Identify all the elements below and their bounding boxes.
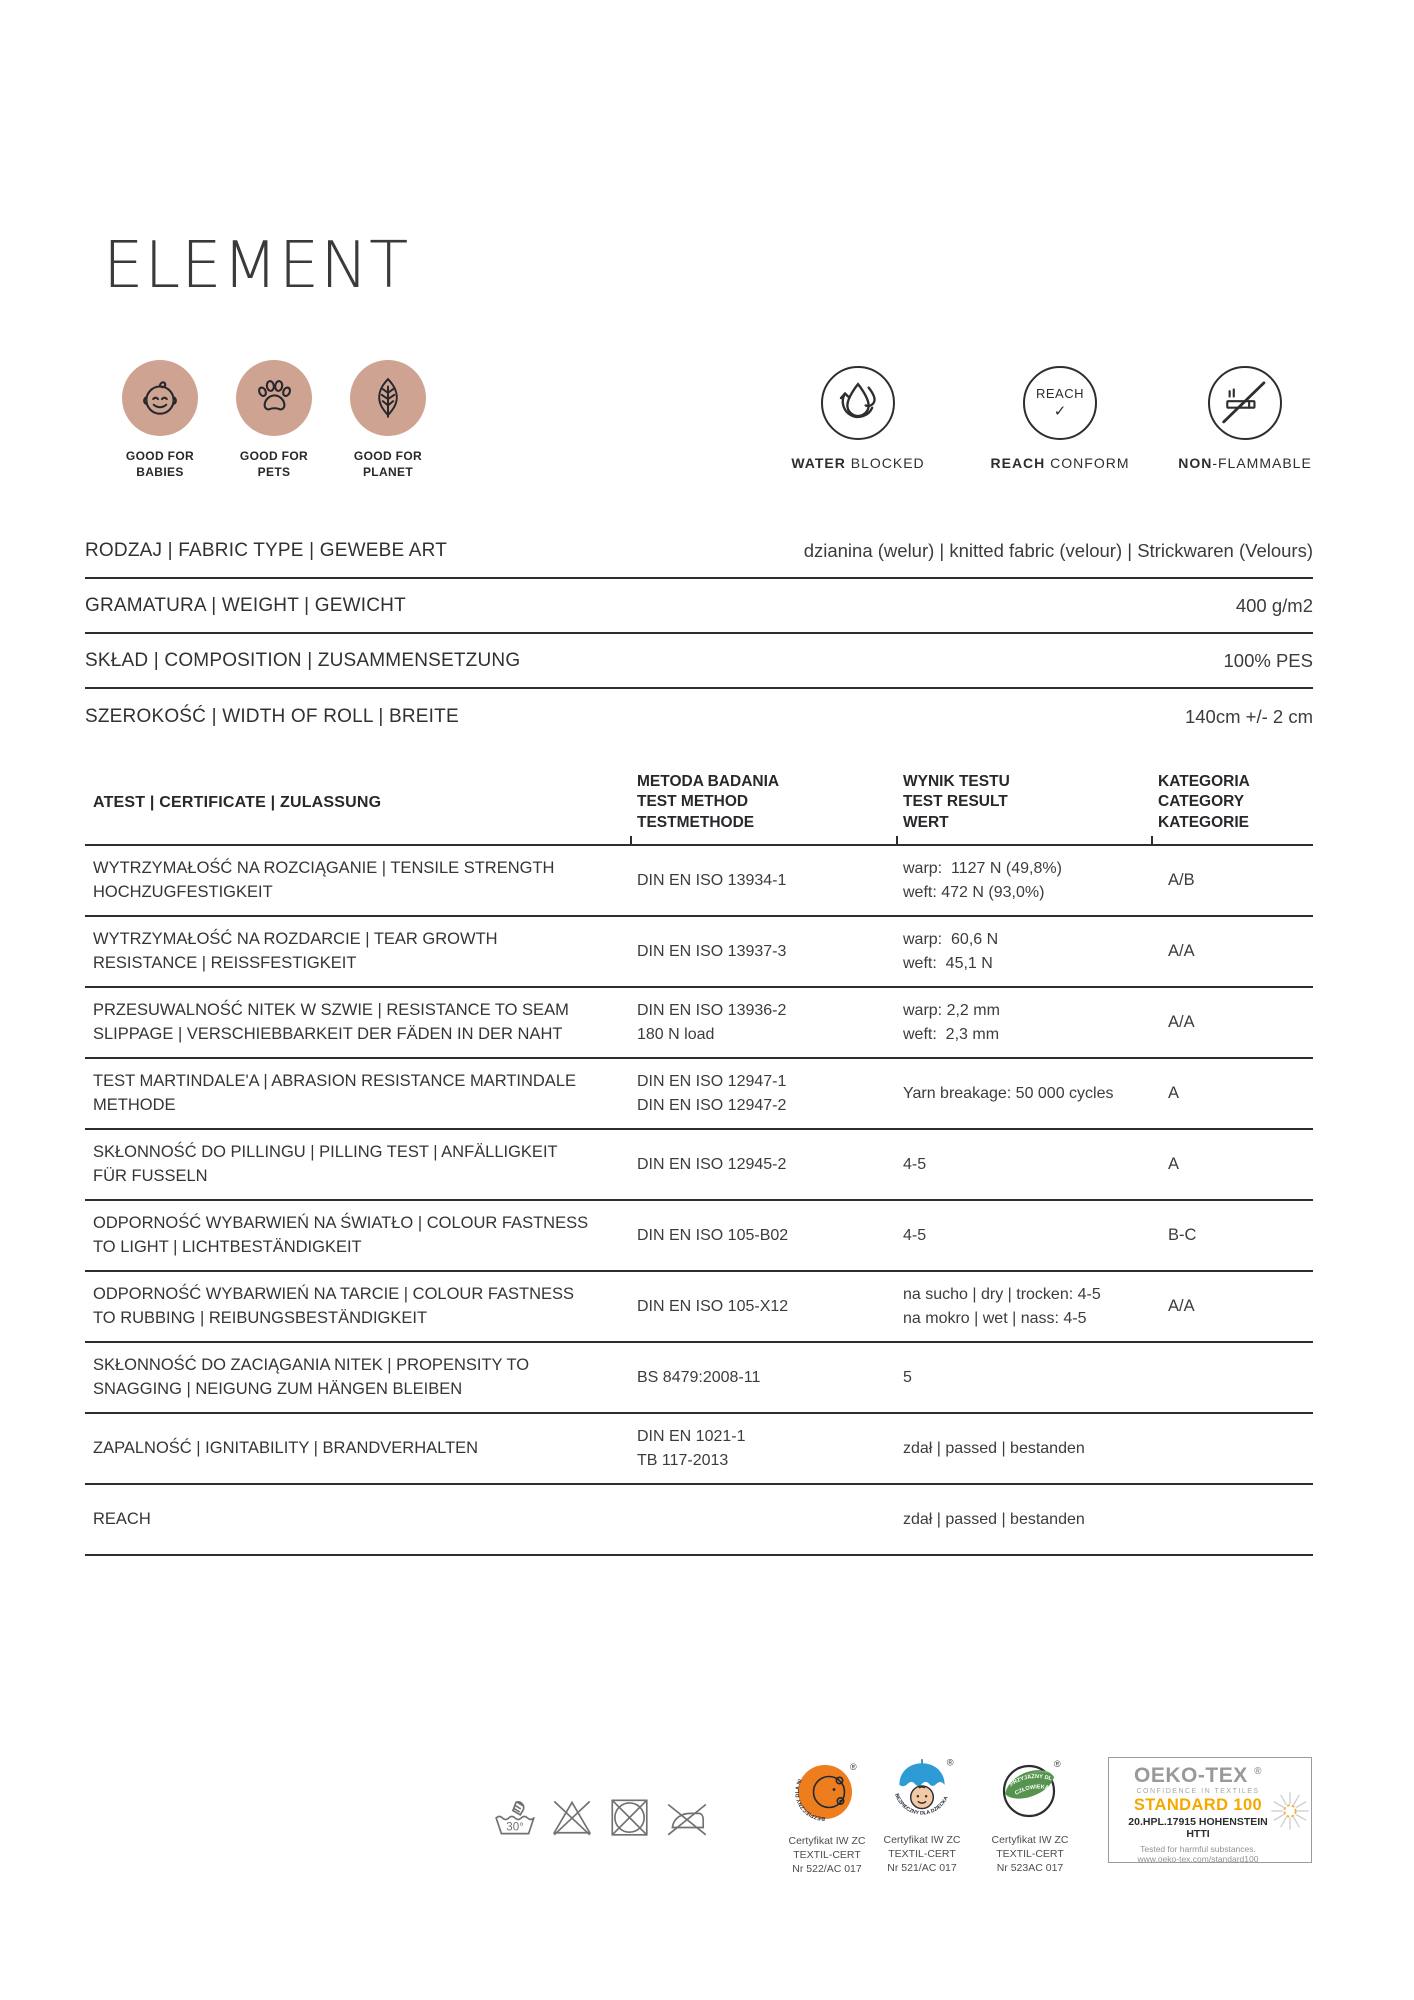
oeko-tex-url[interactable]: www.oeko-tex.com/standard100 [1137, 1854, 1259, 1864]
test-category: B-C [1168, 1226, 1197, 1244]
test-result: Yarn breakage: 50 000 cycles [903, 1084, 1114, 1102]
badge-label: GOOD FOR PLANET [353, 449, 423, 479]
page-title: ELEMENT [103, 229, 410, 303]
test-result: zdał | passed | bestanden [903, 1439, 1085, 1457]
property-value: dzianina (welur) | knitted fabric (velour) | Strickwaren (Velours) [803, 539, 1313, 561]
oeko-tex-tested-note: Tested for harmful substances. [1140, 1844, 1256, 1854]
test-name: ZAPALNOŚĆ | IGNITABILITY | BRANDVERHALTEN [93, 1438, 479, 1457]
test-result: na sucho | dry | trocken: 4-5 na mokro | wet | nass: 4-5 [903, 1285, 1101, 1327]
badge-label-rest: CONFORM [1045, 455, 1130, 471]
test-method: DIN EN 1021-1 TB 117-2013 [637, 1427, 746, 1469]
test-name: WYTRZYMAŁOŚĆ NA ROZCIĄGANIE | TENSILE STRENGTH HOCHZUGFESTIGKEIT [93, 858, 555, 901]
badge-label: GOOD FOR BABIES [125, 449, 195, 479]
badge-label-rest: -FLAMMABLE [1212, 455, 1312, 471]
reach-check-icon [1023, 366, 1097, 440]
cert-caption: Certyfikat IW ZC TEXTIL-CERT Nr 521/AC 017 [883, 1834, 961, 1874]
test-category: A [1168, 1155, 1180, 1173]
column-tick [896, 836, 898, 844]
registered-mark: ® [946, 1757, 954, 1768]
baby-icon [122, 360, 198, 436]
table-row-tear-growth [85, 917, 1313, 988]
test-method: DIN EN ISO 105-X12 [637, 1297, 789, 1315]
test-result: warp: 60,6 N weft: 45,1 N [903, 930, 999, 972]
reach-inner-text: REACH [1035, 386, 1084, 401]
property-value: 140cm +/- 2 cm [1184, 705, 1313, 727]
oeko-tex-label [1108, 1757, 1312, 1863]
property-label: SKŁAD | COMPOSITION | ZUSAMMENSETZUNG [85, 649, 521, 671]
badge-reach-conform [975, 366, 1145, 471]
test-result: 4-5 [903, 1155, 927, 1173]
table-row-seam-slippage [85, 988, 1313, 1059]
test-method: BS 8479:2008-11 [637, 1368, 761, 1386]
registered-mark: ® [1054, 1759, 1061, 1769]
table-row-light-fastness [85, 1201, 1313, 1272]
cert-arc-text: CZŁOWIEKA [1014, 1784, 1050, 1797]
badge-label [975, 455, 1145, 471]
header-category: KATEGORIA CATEGORY KATEGORIE [1158, 773, 1250, 831]
no-smoking-icon [1208, 366, 1282, 440]
water-drop-arrow-icon [832, 377, 884, 429]
property-value: 100% PES [1223, 649, 1313, 671]
test-method: DIN EN ISO 12947-1 DIN EN ISO 12947-2 [637, 1072, 787, 1114]
fabric-properties [85, 524, 1313, 744]
baby-face-icon [137, 375, 183, 421]
property-label: RODZAJ | FABRIC TYPE | GEWEBE ART [85, 539, 448, 561]
test-method: DIN EN ISO 12945-2 [637, 1155, 787, 1173]
cert-caption: Certyfikat IW ZC TEXTIL-CERT Nr 522/AC 017 [788, 1835, 866, 1875]
water-drop-icon [821, 366, 895, 440]
column-tick [630, 836, 632, 844]
badge-label [773, 455, 943, 471]
test-table [85, 846, 1313, 1556]
badge-label: GOOD FOR PETS [239, 449, 309, 479]
test-name: SKŁONNOŚĆ DO ZACIĄGANIA NITEK | PROPENSITY TO SNAGGING | NEIGUNG ZUM HÄNGEN BLEIBEN [93, 1355, 530, 1398]
test-category: A/B [1168, 871, 1195, 889]
registered-mark: ® [1254, 1766, 1262, 1777]
oeko-tex-standard: STANDARD 100 [1133, 1796, 1263, 1814]
header-certificate: ATEST | CERTIFICATE | ZULASSUNG [93, 794, 382, 811]
hand-wash-30-icon [492, 1794, 538, 1844]
badge-label-bold: WATER [791, 455, 846, 471]
test-method: DIN EN ISO 13936-2 180 N load [637, 1001, 787, 1043]
test-name: WYTRZYMAŁOŚĆ NA ROZDARCIE | TEAR GROWTH RESISTANCE | REISSFESTIGKEIT [93, 929, 498, 972]
table-row-pilling [85, 1130, 1313, 1201]
badge-good-for-planet [330, 360, 446, 480]
oeko-tex-cert-number: 20.HPL.17915 HOHENSTEIN HTTI [1128, 1816, 1268, 1840]
property-row-fabric-type [85, 524, 1313, 579]
test-result: 4-5 [903, 1226, 927, 1244]
test-result: warp: 1127 N (49,8%) weft: 472 N (93,0%) [903, 859, 1062, 901]
cert-arc-text: BEZPIECZNY DLA DZIECKA [893, 1792, 950, 1817]
bezpieczny-dla-niemowlat-logo [795, 1758, 859, 1824]
header-test-method: METODA BADANIA TEST METHOD TESTMETHODE [637, 773, 780, 831]
test-category: A [1168, 1084, 1180, 1102]
checkmark-icon: ✓ [1053, 403, 1067, 420]
cert-arc-text: BEZPIECZNY DLA NI [795, 1778, 826, 1822]
paw-icon [236, 360, 312, 436]
table-row-reach [85, 1485, 1313, 1556]
property-row-width [85, 689, 1313, 744]
table-row-rubbing-fastness [85, 1272, 1313, 1343]
przyjazny-dla-czlowieka-logo [998, 1755, 1062, 1823]
brand-text: OEKO-TEX [1134, 1764, 1248, 1787]
crossed-cigarette-icon [1219, 377, 1271, 429]
test-category: A/A [1168, 942, 1195, 960]
test-result: zdał | passed | bestanden [903, 1510, 1085, 1528]
wash-temp-label: 30° [506, 1821, 524, 1834]
oeko-tex-brand [1119, 1765, 1277, 1786]
test-category: A/A [1168, 1013, 1195, 1031]
badge-label-bold: REACH [990, 455, 1046, 471]
cert-caption: Certyfikat IW ZC TEXTIL-CERT Nr 523AC 017 [991, 1834, 1069, 1874]
table-row-abrasion [85, 1059, 1313, 1130]
badge-good-for-babies [102, 360, 218, 480]
test-result: 5 [903, 1368, 912, 1386]
table-row-ignitability [85, 1414, 1313, 1485]
test-method: DIN EN ISO 13937-3 [637, 942, 787, 960]
test-result: warp: 2,2 mm weft: 2,3 mm [903, 1001, 1000, 1043]
test-method: DIN EN ISO 13934-1 [637, 871, 787, 889]
badge-label [1160, 455, 1330, 471]
badge-label-bold: NON [1178, 455, 1213, 471]
registered-mark: ® [850, 1762, 857, 1772]
test-name: REACH [93, 1509, 151, 1528]
test-table-header [85, 762, 1313, 846]
badge-good-for-pets [216, 360, 332, 480]
test-name: ODPORNOŚĆ WYBARWIEŃ NA TARCIE | COLOUR FASTNESS TO RUBBING | REIBUNGSBESTÄNDIGKEIT [93, 1284, 575, 1327]
do-not-bleach-icon [549, 1791, 595, 1841]
leaf-icon [350, 360, 426, 436]
certificate-human-friendly [972, 1755, 1088, 1876]
bezpieczny-dla-dziecka-logo [889, 1753, 955, 1823]
table-row-snagging [85, 1343, 1313, 1414]
table-row-tensile-strength [85, 846, 1313, 917]
oeko-tex-subtitle: CONFIDENCE IN TEXTILES [1136, 1788, 1260, 1795]
do-not-tumble-dry-icon [606, 1791, 652, 1841]
badge-water-blocked [773, 366, 943, 471]
test-category: A/A [1168, 1297, 1195, 1315]
property-row-weight [85, 579, 1313, 634]
test-method: DIN EN ISO 105-B02 [637, 1226, 789, 1244]
property-value: 400 g/m2 [1235, 594, 1313, 616]
certificate-children [864, 1753, 980, 1876]
column-tick [1151, 836, 1153, 844]
do-not-iron-icon [664, 1791, 710, 1841]
oeko-tex-globe-icon [1269, 1790, 1311, 1832]
property-row-composition [85, 634, 1313, 689]
test-name: ODPORNOŚĆ WYBARWIEŃ NA ŚWIATŁO | COLOUR FASTNESS TO LIGHT | LICHTBESTÄNDIGKEIT [93, 1213, 589, 1256]
badge-label-rest: BLOCKED [845, 455, 925, 471]
badge-non-flammable [1160, 366, 1330, 471]
test-name: SKŁONNOŚĆ DO PILLINGU | PILLING TEST | ANFÄLLIGKEIT FÜR FUSSELN [93, 1142, 558, 1185]
property-label: SZEROKOŚĆ | WIDTH OF ROLL | BREITE [85, 705, 459, 727]
test-name: TEST MARTINDALE'A | ABRASION RESISTANCE MARTINDALE METHODE [93, 1071, 576, 1114]
property-label: GRAMATURA | WEIGHT | GEWICHT [85, 594, 406, 616]
header-test-result: WYNIK TESTU TEST RESULT WERT [903, 773, 1010, 831]
leaf-icon [365, 375, 411, 421]
test-name: PRZESUWALNOŚĆ NITEK W SZWIE | RESISTANCE TO SEAM SLIPPAGE | VERSCHIEBBARKEIT DER FÄDEN IN DER NAHT [93, 1000, 569, 1043]
paw-print-icon [251, 375, 297, 421]
cert-arc-text: PRZYJAZNY DL [1008, 1773, 1053, 1788]
